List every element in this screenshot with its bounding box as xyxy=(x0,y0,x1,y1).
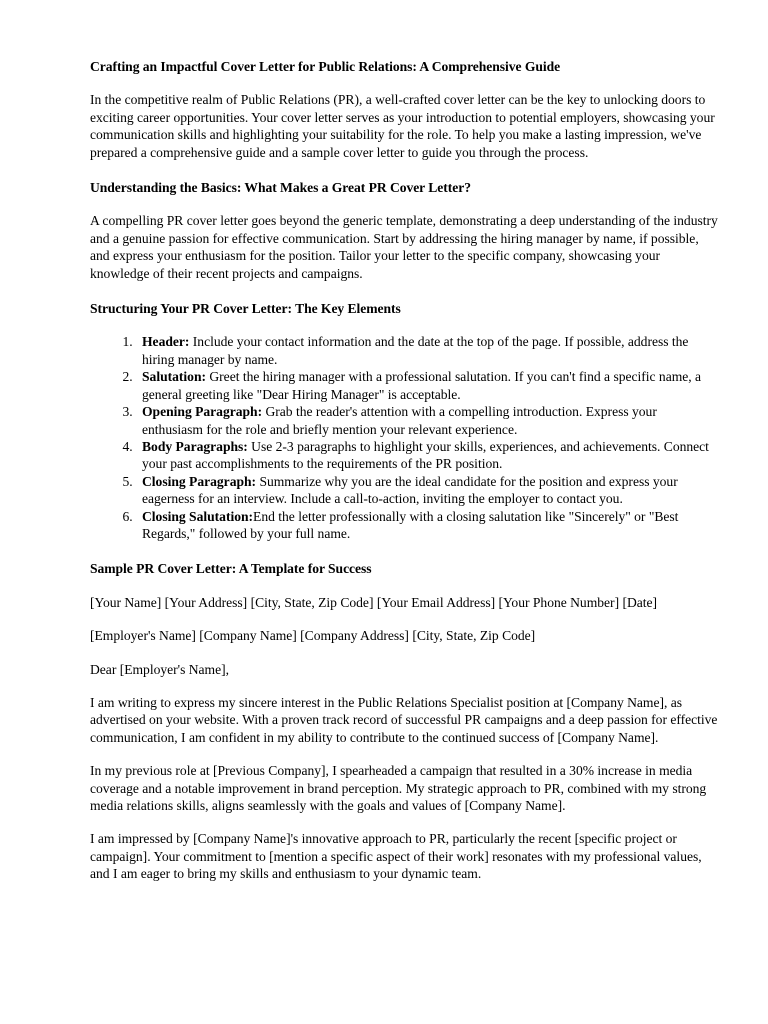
page-title: Crafting an Impactful Cover Letter for Public Relations: A Comprehensive Guide xyxy=(90,59,561,74)
list-item-term: Opening Paragraph: xyxy=(142,404,263,420)
list-item-term: Body Paragraphs: xyxy=(142,438,248,454)
list-item-text: Summarize why you are the ideal candidate for the position and express your eagerness for an interview. Include a call-to-action, inviting the employer to contact you. xyxy=(142,473,678,507)
list-item-text: Use 2-3 paragraphs to highlight your skills, experiences, and achievements. Connect your past accomplishments to the requirements of the PR position. xyxy=(142,438,709,472)
list-item xyxy=(136,333,718,368)
list-item-text: Include your contact information and the date at the top of the page. If possible, address the hiring manager by name. xyxy=(142,334,689,367)
section-heading-structuring: Structuring Your PR Cover Letter: The Key Elements xyxy=(90,301,401,317)
intro-paragraph: In the competitive realm of Public Relations (PR), a well-crafted cover letter can be the key to unlocking doors to exciting career opportunities. Your cover letter serves as your introduction to potential employers, showcasing your communication skills and highlighting your suitability for the role. To help you make a lasting impression, we've prepared a comprehensive guide and a sample cover letter to guide you through the process. xyxy=(90,92,715,160)
list-item-term: Salutation: xyxy=(142,369,206,385)
list-item xyxy=(136,403,718,438)
sample-recipient-block: [Employer's Name] [Company Name] [Company Address] [City, State, Zip Code] xyxy=(90,628,536,644)
section-heading-basics: Understanding the Basics: What Makes a Great PR Cover Letter? xyxy=(90,180,471,196)
sample-body-paragraph-1: I am writing to express my sincere interest in the Public Relations Specialist position at [Company Name], as advertised on your website. With a proven track record of successful PR campaigns and a deep passion for effective communication, I am confident in my ability to contribute to the continued success of [Company Name]. xyxy=(90,694,718,745)
list-item xyxy=(136,508,718,543)
document-body xyxy=(90,58,718,883)
sample-body-paragraph-3: I am impressed by [Company Name]'s innovative approach to PR, particularly the recent [specific project or campaign]. Your commitment to [mention a specific aspect of their work] resonates with my professional values, and I am eager to bring my skills and enthusiasm to your dynamic team. xyxy=(90,831,702,882)
list-item xyxy=(136,438,718,473)
list-item-term: Closing Salutation: xyxy=(142,508,254,524)
list-item xyxy=(136,473,718,508)
sample-sender-block: [Your Name] [Your Address] [City, State, Zip Code] [Your Email Address] [Your Phone Number] [Date] xyxy=(90,594,658,610)
list-item xyxy=(136,368,718,403)
basics-paragraph: A compelling PR cover letter goes beyond the generic template, demonstrating a deep understanding of the industry and a genuine passion for effective communication. Start by addressing the hiring manager by name, if possible, and express your enthusiasm for the position. Tailor your letter to the specific company, showcasing your knowledge of their recent projects and campaigns. xyxy=(90,213,718,281)
list-item-text: End the letter professionally with a closing salutation like "Sincerely" or "Best Regards," followed by your full name. xyxy=(142,508,679,541)
key-elements-list xyxy=(90,333,718,542)
section-heading-sample: Sample PR Cover Letter: A Template for Success xyxy=(90,561,372,577)
list-item-text: Grab the reader's attention with a compelling introduction. Express your enthusiasm for the role and briefly mention your relevant experience. xyxy=(142,404,657,437)
list-item-text: Greet the hiring manager with a professional salutation. If you can't find a specific name, a general greeting like "Dear Hiring Manager" is acceptable. xyxy=(142,369,702,402)
sample-body-paragraph-2: In my previous role at [Previous Company], I spearheaded a campaign that resulted in a 30% increase in media coverage and a notable improvement in brand perception. My strategic approach to PR, combined with my strong media relations skills, aligns seamlessly with the goals and values of [Company Name]. xyxy=(90,763,707,813)
list-item-term: Closing Paragraph: xyxy=(142,473,257,489)
sample-greeting: Dear [Employer's Name], xyxy=(90,661,230,677)
list-item-term: Header: xyxy=(142,334,190,350)
